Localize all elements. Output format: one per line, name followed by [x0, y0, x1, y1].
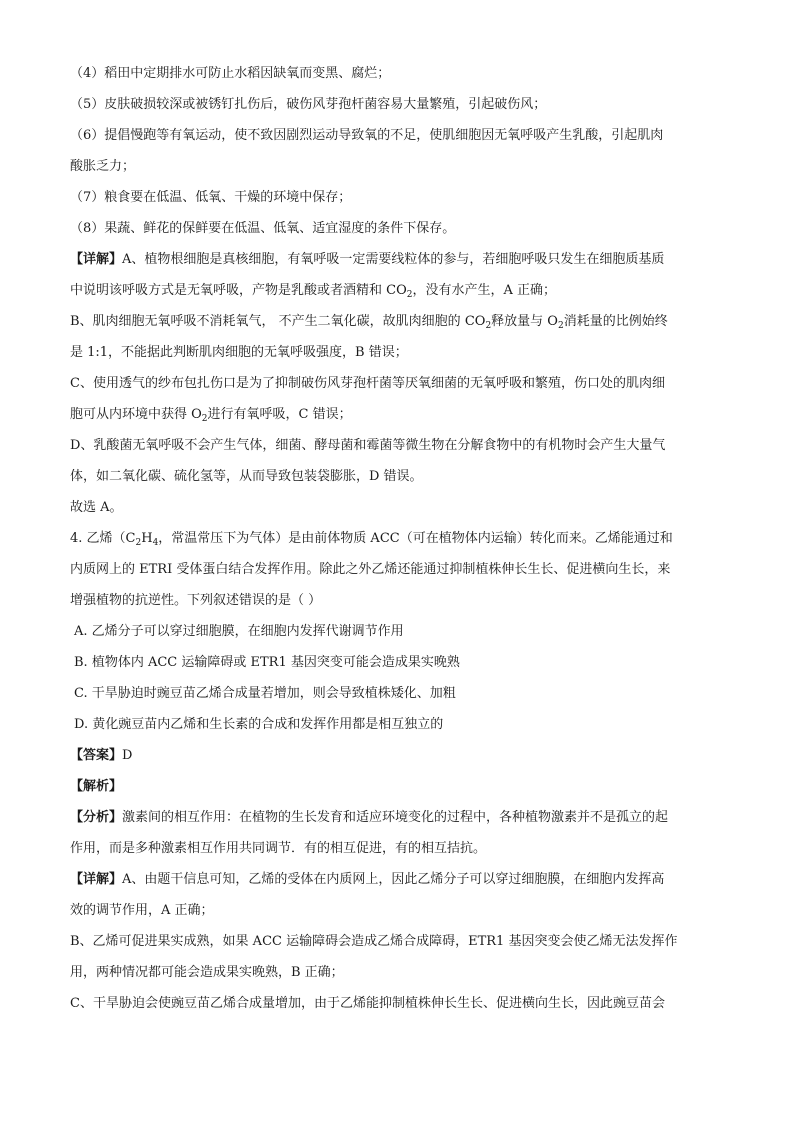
q3-detail-b-line2: 是 1:1，不能据此判断肌肉细胞的无氧呼吸强度，B 错误； — [70, 345, 408, 360]
q3-detail-c-line1: C、使用透气的纱布包扎伤口是为了抑制破伤风芽孢杆菌等厌氧细菌的无氧呼吸和繁殖，伤口处的肌肉细 — [70, 376, 665, 391]
q3-detail-a-line2: 中说明该呼吸方式是无氧呼吸，产物是乳酸或者酒精和 $CO_2$，没有水产生，A 正确； — [70, 283, 557, 300]
measure-8: （8）果蔬、鲜花的保鲜要在低温、低氧、适宜湿度的条件下保存。 — [70, 221, 456, 236]
q4-stem-line3: 增强植物的抗逆性。下列叙述错误的是（ ） — [70, 593, 322, 608]
measure-5: （5）皮肤破损较深或被锈钉扎伤后，破伤风芽孢杆菌容易大量繁殖，引起破伤风； — [70, 97, 547, 112]
q4-detail-b-line2: 用，两种情况都可能会造成果实晚熟，B 正确； — [70, 965, 344, 980]
answer-value: D — [122, 748, 133, 763]
detail-tag-2: 【详解】 — [70, 872, 123, 887]
q4-stem-line1: 4. 乙烯（$C_2H_4$，常温常压下为气体）是由前体物质 ACC（可在植物体内运输）转化而来。乙烯能通过和 — [70, 531, 673, 548]
q4-detail-a-line1: 【详解】A、由题干信息可知，乙烯的受体在内质网上，因此乙烯分子可以穿过细胞膜，在细胞内发挥高 — [70, 872, 665, 887]
q3-detail-c-line2: 胞可从内环境中获得 $O_2$进行有氧呼吸，C 错误； — [70, 407, 352, 424]
q4-analysis-tag: 【解析】 — [70, 779, 123, 794]
measure-4: （4）稻田中定期排水可防止水稻因缺氧而变黑、腐烂； — [70, 66, 391, 81]
detail-tag: 【详解】 — [70, 252, 123, 267]
q4-fenxi-line2: 作用，而是多种激素相互作用共同调节．有的相互促进，有的相互拮抗。 — [70, 841, 487, 856]
q3-detail-b-line1: B、肌肉细胞无氧呼吸不消耗氧气， 不产生二氧化碳，故肌肉细胞的 $CO_2$释放量与 $O_2$消耗量的比例始终 — [70, 314, 668, 331]
answer-tag: 【答案】 — [70, 748, 123, 763]
measure-7: （7）粮食要在低温、低氧、干燥的环境中保存； — [70, 190, 352, 205]
measure-6-line1: （6）提倡慢跑等有氧运动，使不致因剧烈运动导致氧的不足，使肌细胞因无氧呼吸产生乳酸，引起肌肉 — [70, 128, 664, 143]
q4-answer — [70, 740, 726, 771]
document-page — [70, 58, 726, 1019]
q4-option-b: B. 植物体内 ACC 运输障碍或 ETR1 基因突变可能会造成果实晚熟 — [74, 655, 460, 670]
q4-detail-b-line1: B、乙烯可促进果实成熟，如果 ACC 运输障碍会造成乙烯合成障碍，ETR1 基因突变会使乙烯无法发挥作 — [70, 934, 678, 949]
q4-option-c: C. 干旱胁迫时豌豆苗乙烯合成量若增加，则会导致植株矮化、加粗 — [74, 686, 456, 701]
q4-detail-c-line1: C、干旱胁迫会使豌豆苗乙烯合成量增加，由于乙烯能抑制植株伸长生长、促进横向生长，因此豌豆苗会 — [70, 996, 665, 1011]
fenxi-tag: 【分析】 — [70, 810, 123, 825]
q4-option-d: D. 黄化豌豆苗内乙烯和生长素的合成和发挥作用都是相互独立的 — [74, 717, 444, 732]
q4-option-a: A. 乙烯分子可以穿过细胞膜，在细胞内发挥代谢调节作用 — [74, 624, 404, 639]
q3-conclusion: 故选 A。 — [70, 500, 123, 515]
q4-stem-line2: 内质网上的 ETRI 受体蛋白结合发挥作用。除此之外乙烯还能通过抑制植株伸长生长、促进横向生长，来 — [70, 562, 671, 577]
q3-detail-a-line1: 【详解】A、植物根细胞是真核细胞，有氧呼吸一定需要线粒体的参与，若细胞呼吸只发生在细胞质基质 — [70, 252, 665, 267]
q3-detail-d-line1: D、乳酸菌无氧呼吸不会产生气体，细菌、酵母菌和霉菌等微生物在分解食物中的有机物时会产生大量气 — [70, 438, 666, 453]
measure-6-line2: 酸胀乏力； — [70, 159, 136, 174]
q4-fenxi-line1: 【分析】激素间的相互作用：在植物的生长发育和适应环境变化的过程中，各种植物激素并不是孤立的起 — [70, 810, 669, 825]
q4-detail-a-line2: 效的调节作用，A 正确； — [70, 903, 214, 918]
q3-detail-d-line2: 体，如二氧化碳、硫化氢等，从而导致包装袋膨胀，D 错误。 — [70, 469, 423, 484]
